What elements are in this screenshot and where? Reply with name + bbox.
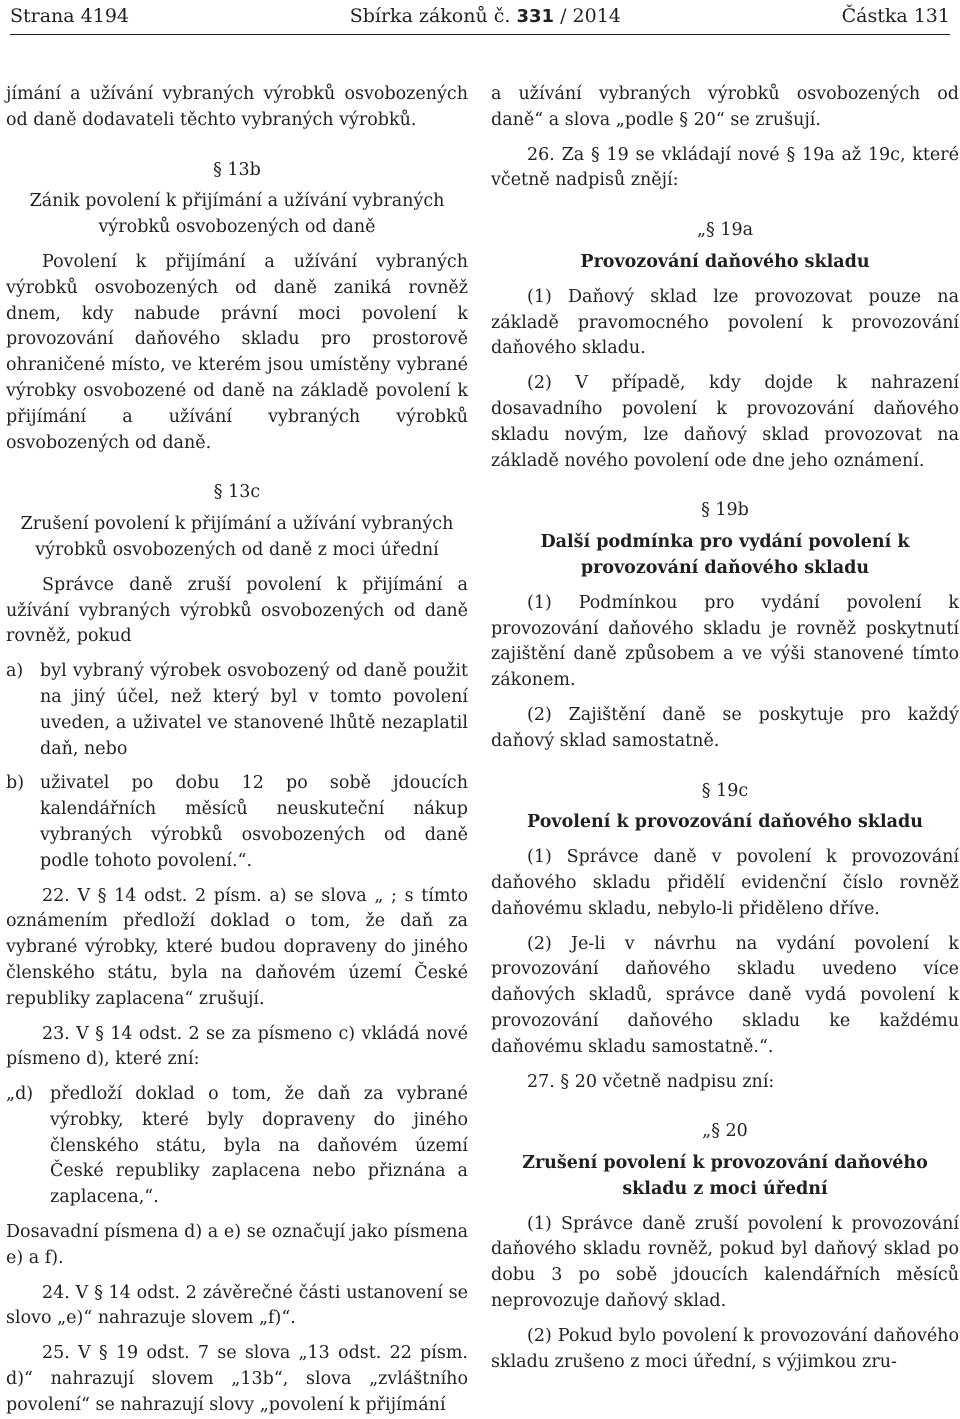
section-13b-text: Povolení k přijímání a užívání vybraných výrobků osvobozených od daně zaniká rovněž dnem, kdy nabude právní moci povolení k provozování daňového skladu pro prostorově ohraničené místo, ve kterém jsou umístěny vybrané výrobky osvobozené od daně na základě povolení k přijímání a užívání vybraných výrobků osvobozených od daně. [6,251,468,453]
right-column [491,82,959,1375]
page-number: Strana 4194 [10,5,130,28]
section-19b-number: § 19b [701,500,749,521]
section-20-title: Zrušení povolení k provozování daňového skladu z moci úřední [522,1153,928,1199]
section-19c-title: Povolení k provozování daňového skladu [527,812,923,833]
law-year: / 2014 [560,5,621,28]
section-19b-paragraph-2: (2) Zajištění daně se poskytuje pro každý daňový sklad samostatně. [491,704,959,751]
section-19a-paragraph-2: (2) V případě, kdy dojde k nahrazení dosavadního povolení k provozování daňového skladu novým, lze daňový sklad provozovat na základě nového povolení ode dne jeho oznámení. [491,373,959,471]
section-20-number: „§ 20 [702,1121,748,1142]
part-number: Částka 131 [841,5,950,28]
section-19c-number: § 19c [701,780,749,801]
item-label: „d) [6,1084,34,1105]
item-label: a) [6,661,24,682]
point-25: 25. V § 19 odst. 7 se slova „13 odst. 22 písm. d)“ nahrazují slovem „13b“, slova „zvláštního povolení“ se nahrazují slovy „povolení k přijímání [6,1343,468,1415]
section-13b-number: § 13b [213,159,261,180]
continuation-paragraph: a užívání vybraných výrobků osvobozených od daně“ a slova „podle § 20“ se zrušují. [491,84,959,130]
intro-paragraph: jímání a užívání vybraných výrobků osvobozených od daně dodavateli těchto vybraných výrobků. [6,84,468,130]
point-22: 22. V § 14 odst. 2 písm. a) se slova „ ; s tímto oznámením předloží doklad o tom, že daň za vybrané výrobky, které budou dopraveny do jiného členského státu, byla na daňovém území České republiky zaplacena“ zrušují. [6,885,468,1009]
section-19b-title: Další podmínka pro vydání povolení k provozování daňového skladu [540,532,910,578]
page-header [10,0,950,35]
left-column [6,82,468,1419]
section-19c-paragraph-1: (1) Správce daně v povolení k provozování daňového skladu přidělí evidenční číslo rovněž daňovému skladu, nebylo-li přiděleno dříve. [491,847,959,919]
list-item [6,771,468,874]
section-20-paragraph-2: (2) Pokud bylo povolení k provozování daňového skladu zrušeno z moci úřední, s výjimkou zru- [491,1325,959,1372]
item-label: b) [6,773,25,794]
item-text: byl vybraný výrobek osvobozený od daně použit na jiný účel, než který byl v tomto povolení uveden, a uživatel ve stanovené lhůtě nezaplatil daň, nebo [40,661,468,759]
section-13c-text: Správce daně zruší povolení k přijímání a užívání vybraných výrobků osvobozených od daně rovněž, pokud [6,574,468,647]
section-19a-number: „§ 19a [696,220,754,241]
item-text: předloží doklad o tom, že daň za vybrané výrobky, které byly dopraveny do jiného členského státu, byla na daňovém území České republiky zaplacena nebo přiznána a zaplacena,“. [50,1084,468,1208]
section-20-paragraph-1: (1) Správce daně zruší povolení k provozování daňového skladu rovněž, pokud byl daňový sklad po dobu 3 po sobě jdoucích kalendářních měsíců neprovozuje daňový sklad. [491,1213,959,1312]
section-13c-number: § 13c [213,482,261,503]
section-19a-title: Provozování daňového skladu [580,251,870,272]
collection-prefix: Sbírka zákonů č. [349,5,511,28]
point-23: 23. V § 14 odst. 2 se za písmeno c) vkládá nové písmeno d), které zní: [6,1023,468,1070]
section-19a-paragraph-1: (1) Daňový sklad lze provozovat pouze na základě pravomocného povolení k provozování daňového skladu. [491,286,959,359]
quoted-item-d [6,1082,468,1211]
section-19b-paragraph-1: (1) Podmínkou pro vydání povolení k provozování daňového skladu je rovněž poskytnutí zajištění daně způsobem a ve výši stanovené tímto zákonem. [491,592,959,691]
section-13c-title: Zrušení povolení k přijímání a užívání vybraných výrobků osvobozených od daně z moci úřední [20,514,454,560]
point-26: 26. Za § 19 se vkládají nové § 19a až 19c, které včetně nadpisů znějí: [491,144,959,191]
section-13b-title: Zánik povolení k přijímání a užívání vybraných výrobků osvobozených od daně [29,191,445,238]
point-27: 27. § 20 včetně nadpisu zní: [527,1071,775,1092]
collection-reference [350,4,621,30]
point-24: 24. V § 14 odst. 2 závěrečné části ustanovení se slovo „e)“ nahrazuje slovem „f)“. [6,1282,468,1329]
list-item [6,659,468,762]
item-text: uživatel po dobu 12 po sobě jdoucích kalendářních měsíců neuskuteční nákup vybraných výrobků osvobozených od daně podle tohoto povolení.“. [40,773,468,871]
point-23-tail: Dosavadní písmena d) a e) se označují jako písmena e) a f). [6,1222,468,1268]
law-number: 331 [516,6,555,28]
section-19c-paragraph-2: (2) Je-li v návrhu na vydání povolení k provozování daňového skladu uvedeno více daňových skladů, správce daně vydá povolení k provozování daňového skladu ke každému daňovému skladu samostatně.“. [491,933,959,1057]
